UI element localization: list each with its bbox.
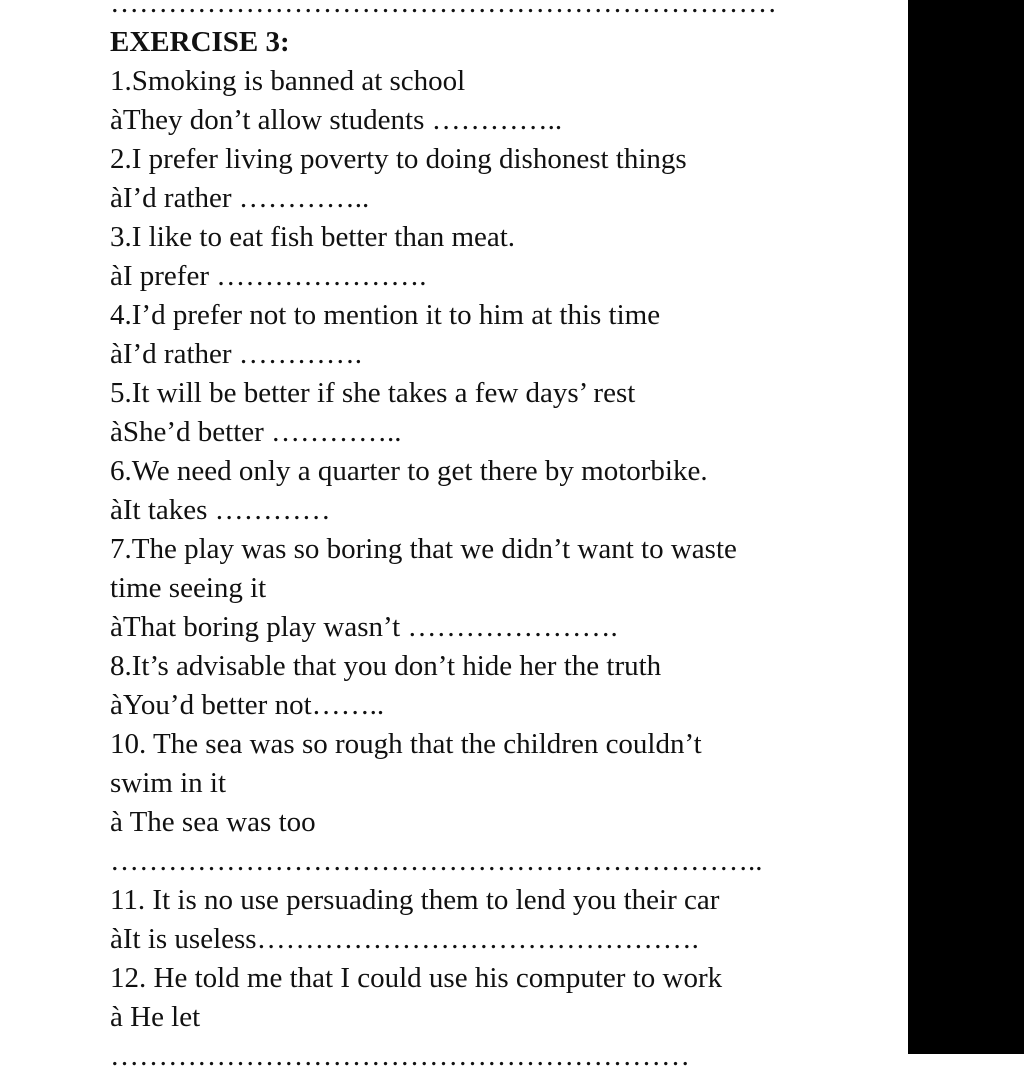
exercise-line: 6.We need only a quarter to get there by motorbike. xyxy=(110,455,708,487)
exercise-line: àYou’d better not…….. xyxy=(110,689,385,721)
exercise-line: àShe’d better ………….. xyxy=(110,416,402,448)
exercise-line: 11. It is no use persuading them to lend you their car xyxy=(110,884,720,916)
exercise-line: 2.I prefer living poverty to doing dishonest things xyxy=(110,143,687,175)
exercise-line: àThat boring play wasn’t …………………. xyxy=(110,611,618,643)
answer-dotted-line: ………………………………………………………….. xyxy=(110,845,763,877)
exercise-line: àIt is useless………………………………………. xyxy=(110,923,699,955)
exercise-heading: EXERCISE 3: xyxy=(110,26,290,58)
exercise-line: swim in it xyxy=(110,767,227,799)
exercise-line: time seeing it xyxy=(110,572,267,604)
exercise-line: àI prefer …………………. xyxy=(110,260,427,292)
exercise-line: 4.I’d prefer not to mention it to him at this time xyxy=(110,299,661,331)
exercise-line: à He let xyxy=(110,1001,201,1033)
exercise-line: 7.The play was so boring that we didn’t want to waste xyxy=(110,533,737,565)
exercise-content xyxy=(110,0,810,1076)
exercise-line: 8.It’s advisable that you don’t hide her the truth xyxy=(110,650,662,682)
exercise-line: àIt takes ………… xyxy=(110,494,331,526)
exercise-line: 10. The sea was so rough that the children couldn’t xyxy=(110,728,702,760)
exercise-line: 3.I like to eat fish better than meat. xyxy=(110,221,516,253)
exercise-line: à The sea was too xyxy=(110,806,316,838)
top-dotted-rule: …………………………………………………………… xyxy=(110,0,777,19)
exercise-line: àI’d rather …………. xyxy=(110,338,363,370)
exercise-line: 5.It will be better if she takes a few days’ rest xyxy=(110,377,636,409)
answer-dotted-line: …………………………………………………… xyxy=(110,1040,690,1072)
exercise-line: 12. He told me that I could use his computer to work xyxy=(110,962,723,994)
exercise-line: àI’d rather ………….. xyxy=(110,182,370,214)
exercise-line: àThey don’t allow students ………….. xyxy=(110,104,563,136)
exercise-line: 1.Smoking is banned at school xyxy=(110,65,466,97)
right-black-border xyxy=(908,0,1024,1054)
